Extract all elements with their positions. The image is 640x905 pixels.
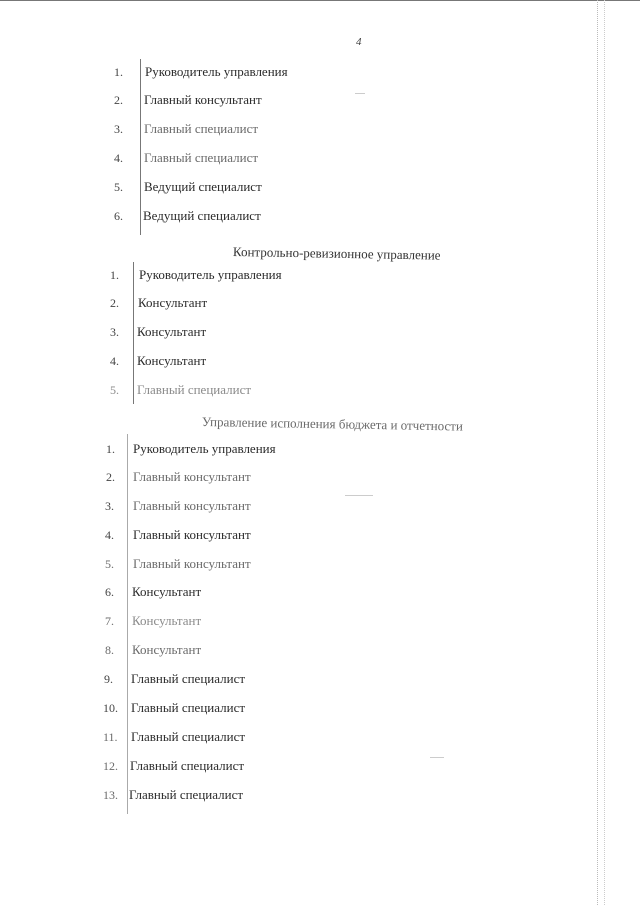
row-number: 1.: [114, 65, 123, 79]
row-number: 4.: [105, 528, 114, 542]
row-number: 6.: [114, 209, 123, 223]
row-number: 1.: [106, 442, 115, 456]
row-number: 6.: [105, 585, 114, 599]
position-title: Главный консультант: [133, 469, 251, 484]
row-number: 4.: [114, 151, 123, 165]
row-number: 10.: [103, 701, 118, 715]
row-number: 12.: [103, 759, 118, 773]
position-title: Главный специалист: [131, 729, 246, 744]
scan-speck: [430, 757, 444, 758]
position-title: Главный консультант: [133, 556, 251, 571]
position-title: Руководитель управления: [139, 267, 282, 282]
position-title: Главный специалист: [144, 121, 259, 136]
row-number: 2.: [106, 470, 115, 484]
position-title: Консультант: [132, 642, 202, 657]
staff-table-2: [110, 262, 410, 404]
row-number: 3.: [114, 122, 123, 136]
position-title: Руководитель управления: [133, 441, 276, 456]
position-title: Главный консультант: [133, 527, 251, 542]
row-number: 9.: [104, 672, 113, 686]
page-number: 4: [356, 36, 362, 48]
row-number: 1.: [110, 268, 119, 282]
row-number: 4.: [110, 354, 119, 368]
position-title: Главный консультант: [133, 498, 251, 513]
staff-table-1: [114, 59, 414, 235]
position-title: Главный специалист: [144, 150, 259, 165]
row-number: 11.: [103, 730, 118, 744]
position-title: Руководитель управления: [145, 64, 288, 79]
position-title: Ведущий специалист: [143, 208, 261, 223]
row-number: 2.: [114, 93, 123, 107]
position-title: Ведущий специалист: [144, 179, 262, 194]
position-title: Главный консультант: [144, 92, 262, 107]
position-title: Главный специалист: [130, 758, 245, 773]
position-title: Консультант: [132, 584, 202, 599]
row-number: 5.: [105, 557, 114, 571]
position-title: Консультант: [132, 613, 202, 628]
staff-table-3: [103, 434, 403, 814]
position-title: Консультант: [138, 295, 208, 310]
position-title: Главный специалист: [131, 671, 246, 686]
row-number: 13.: [103, 788, 118, 802]
row-number: 7.: [105, 614, 114, 628]
row-number: 3.: [110, 325, 119, 339]
position-title: Главный специалист: [137, 382, 252, 397]
position-title: Консультант: [137, 353, 207, 368]
position-title: Консультант: [137, 324, 207, 339]
row-number: 5.: [110, 383, 119, 397]
section-title-control-audit: Контрольно-ревизионное управление: [232, 244, 441, 263]
row-number: 2.: [110, 296, 119, 310]
row-number: 5.: [114, 180, 123, 194]
position-title: Главный специалист: [131, 700, 246, 715]
row-number: 3.: [105, 499, 114, 513]
scan-edge: [597, 0, 605, 905]
position-title: Главный специалист: [129, 787, 244, 802]
section-title-budget-execution: Управление исполнения бюджета и отчетности: [201, 414, 464, 434]
column-divider: [140, 59, 141, 235]
top-border: [0, 0, 640, 1]
row-number: 8.: [105, 643, 114, 657]
